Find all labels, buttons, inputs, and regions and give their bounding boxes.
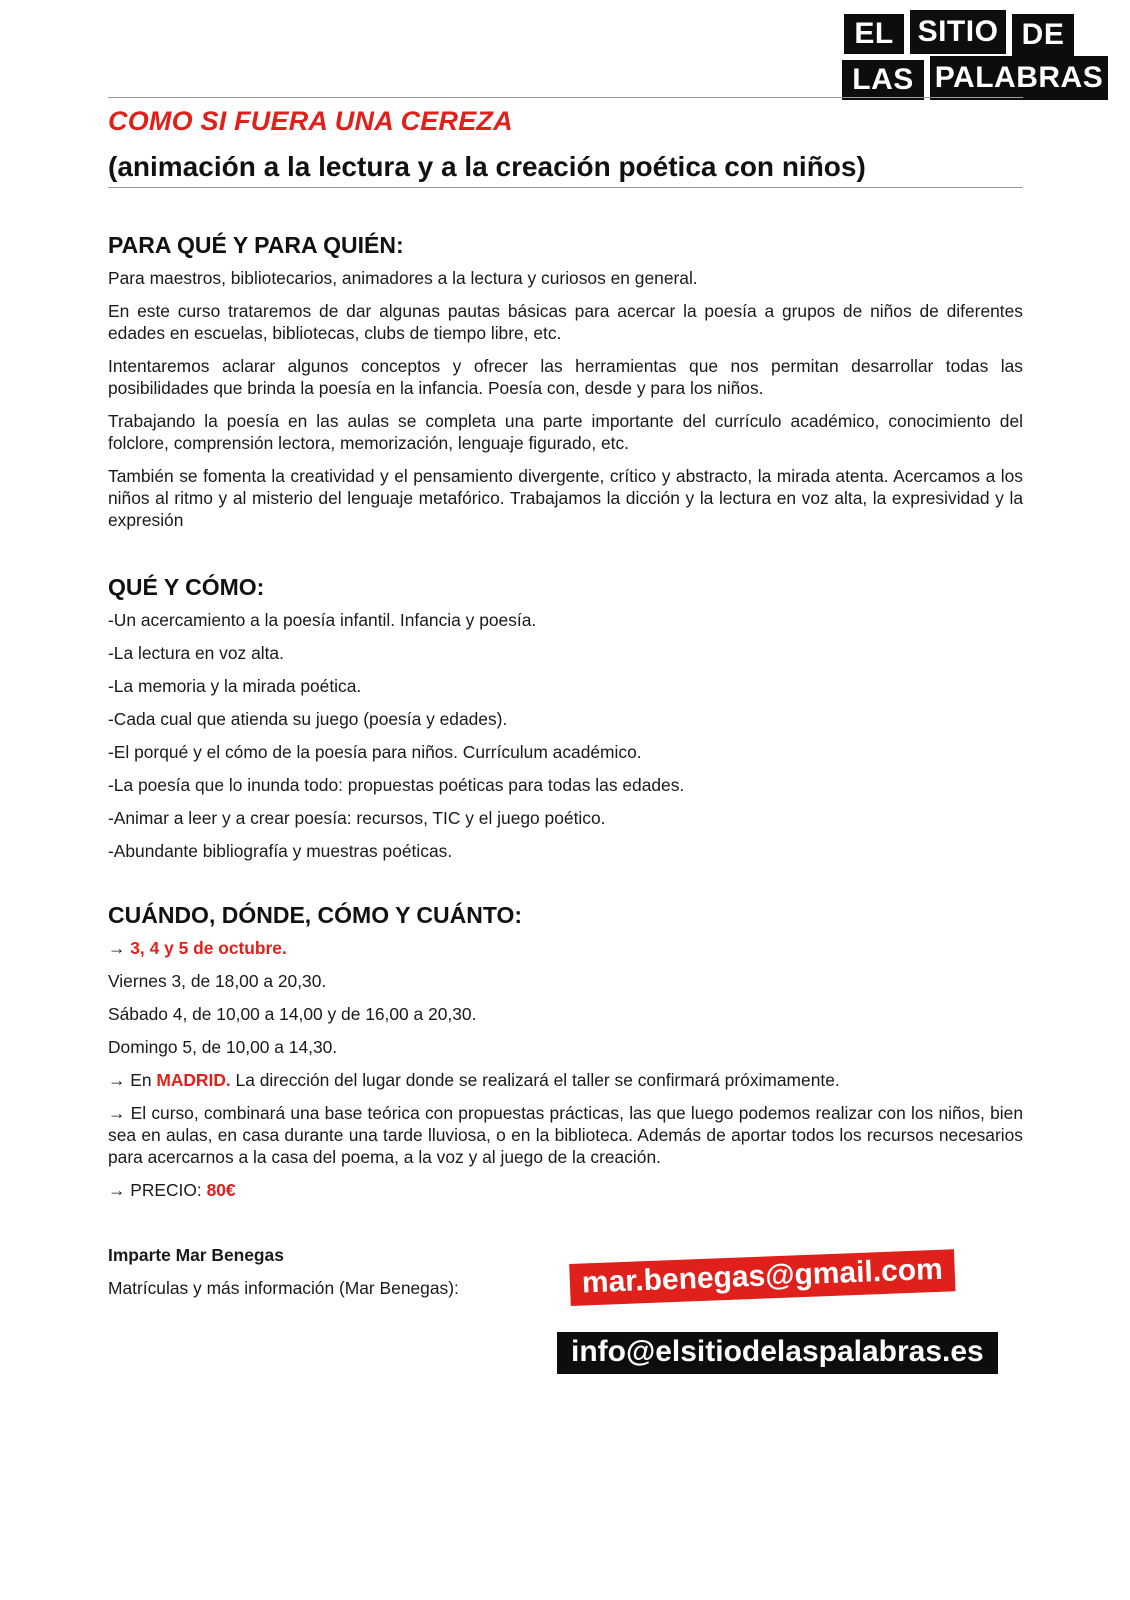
list-item: -La memoria y la mirada poética. <box>108 676 362 696</box>
site-logo <box>852 10 1128 102</box>
list-item: -Abundante bibliografía y muestras poéticas. <box>108 841 453 861</box>
price-line <box>108 1179 1023 1201</box>
paragraph: En este curso trataremos de dar algunas pautas básicas para acercar la poesía a grupos de niños de diferentes edades en escuelas, bibliotecas, clubs de tiempo libre, etc. <box>108 301 1023 343</box>
list-item: -La lectura en voz alta. <box>108 643 284 663</box>
dates-line <box>108 937 1023 959</box>
section-heading: QUÉ Y CÓMO: <box>108 574 265 600</box>
location-line <box>108 1069 1023 1091</box>
logo-word-sitio: SITIO <box>910 10 1006 54</box>
paragraph: También se fomenta la creatividad y el pensamiento divergente, crítico y abstracto, la mirada atenta. Acercamos a los niños al ritmo y al misterio del lenguaje metafórico. Trabajamos la dicción y la lectura en voz alta, la expresividad y la expresión <box>108 466 1023 530</box>
page-subtitle: (animación a la lectura y a la creación poética con niños) <box>108 151 866 182</box>
course-description: → El curso, combinará una base teórica con propuestas prácticas, las que luego podemos realizar con los niños, bien sea en aulas, en casa durante una tarde lluviosa, o en la biblioteca. Además de aportar todos los recursos necesarios para acercarnos a la casa del poema, a la voz y al juego de la creación. <box>108 1103 1023 1167</box>
schedule-item: Sábado 4, de 10,00 a 14,00 y de 16,00 a 20,30. <box>108 1004 477 1024</box>
email-info-link[interactable]: info@elsitiodelaspalabras.es <box>557 1332 998 1374</box>
list-item: -Un acercamiento a la poesía infantil. Infancia y poesía. <box>108 610 537 630</box>
logo-word-de: DE <box>1012 14 1074 56</box>
section-cuando-donde <box>108 902 1023 1201</box>
schedule-item: Domingo 5, de 10,00 a 14,30. <box>108 1037 338 1057</box>
header-rule-top <box>108 97 1023 98</box>
main-content <box>108 232 1023 1310</box>
location-suffix: La dirección del lugar donde se realizará el taller se confirmará próximamente. <box>230 1070 840 1090</box>
location-city: MADRID. <box>156 1070 231 1090</box>
section-heading: PARA QUÉ Y PARA QUIÉN: <box>108 232 404 258</box>
paragraph: Para maestros, bibliotecarios, animadores a la lectura y curiosos en general. <box>108 268 698 288</box>
list-item: -El porqué y el cómo de la poesía para niños. Currículum académico. <box>108 742 642 762</box>
paragraph: Intentaremos aclarar algunos conceptos y ofrecer las herramientas que nos permitan desarrollar todas las posibilidades que brinda la poesía en la infancia. Poesía con, desde y para los niños. <box>108 356 1023 398</box>
price-label: → PRECIO: <box>108 1180 207 1200</box>
teacher-name: Imparte Mar Benegas <box>108 1245 284 1265</box>
location-prefix: → En <box>108 1070 157 1090</box>
enrollment-info: Matrículas y más información (Mar Benegas): <box>108 1278 459 1298</box>
list-item: -Cada cual que atienda su juego (poesía y edades). <box>108 709 508 729</box>
section-que-y-como <box>108 574 1023 862</box>
list-item: -La poesía que lo inunda todo: propuestas poéticas para todas las edades. <box>108 775 685 795</box>
arrow-icon: → <box>108 938 126 958</box>
logo-word-el: EL <box>844 14 904 54</box>
section-para-que <box>108 232 1023 531</box>
logo-word-las: LAS <box>842 60 924 100</box>
page-title: COMO SI FUERA UNA CEREZA <box>108 106 513 136</box>
section-heading: CUÁNDO, DÓNDE, CÓMO Y CUÁNTO: <box>108 902 523 928</box>
email-personal-link[interactable]: mar.benegas@gmail.com <box>569 1249 955 1306</box>
list-item: -Animar a leer y a crear poesía: recursos, TIC y el juego poético. <box>108 808 606 828</box>
paragraph: Trabajando la poesía en las aulas se completa una parte importante del currículo académico, conocimiento del folclore, comprensión lectora, memorización, lenguaje figurado, etc. <box>108 411 1023 453</box>
schedule-item: Viernes 3, de 18,00 a 20,30. <box>108 971 327 991</box>
course-dates: 3, 4 y 5 de octubre. <box>130 938 287 958</box>
header-rule-bottom <box>108 187 1023 188</box>
logo-word-palabras: PALABRAS <box>930 56 1108 100</box>
price-value: 80€ <box>206 1180 236 1200</box>
